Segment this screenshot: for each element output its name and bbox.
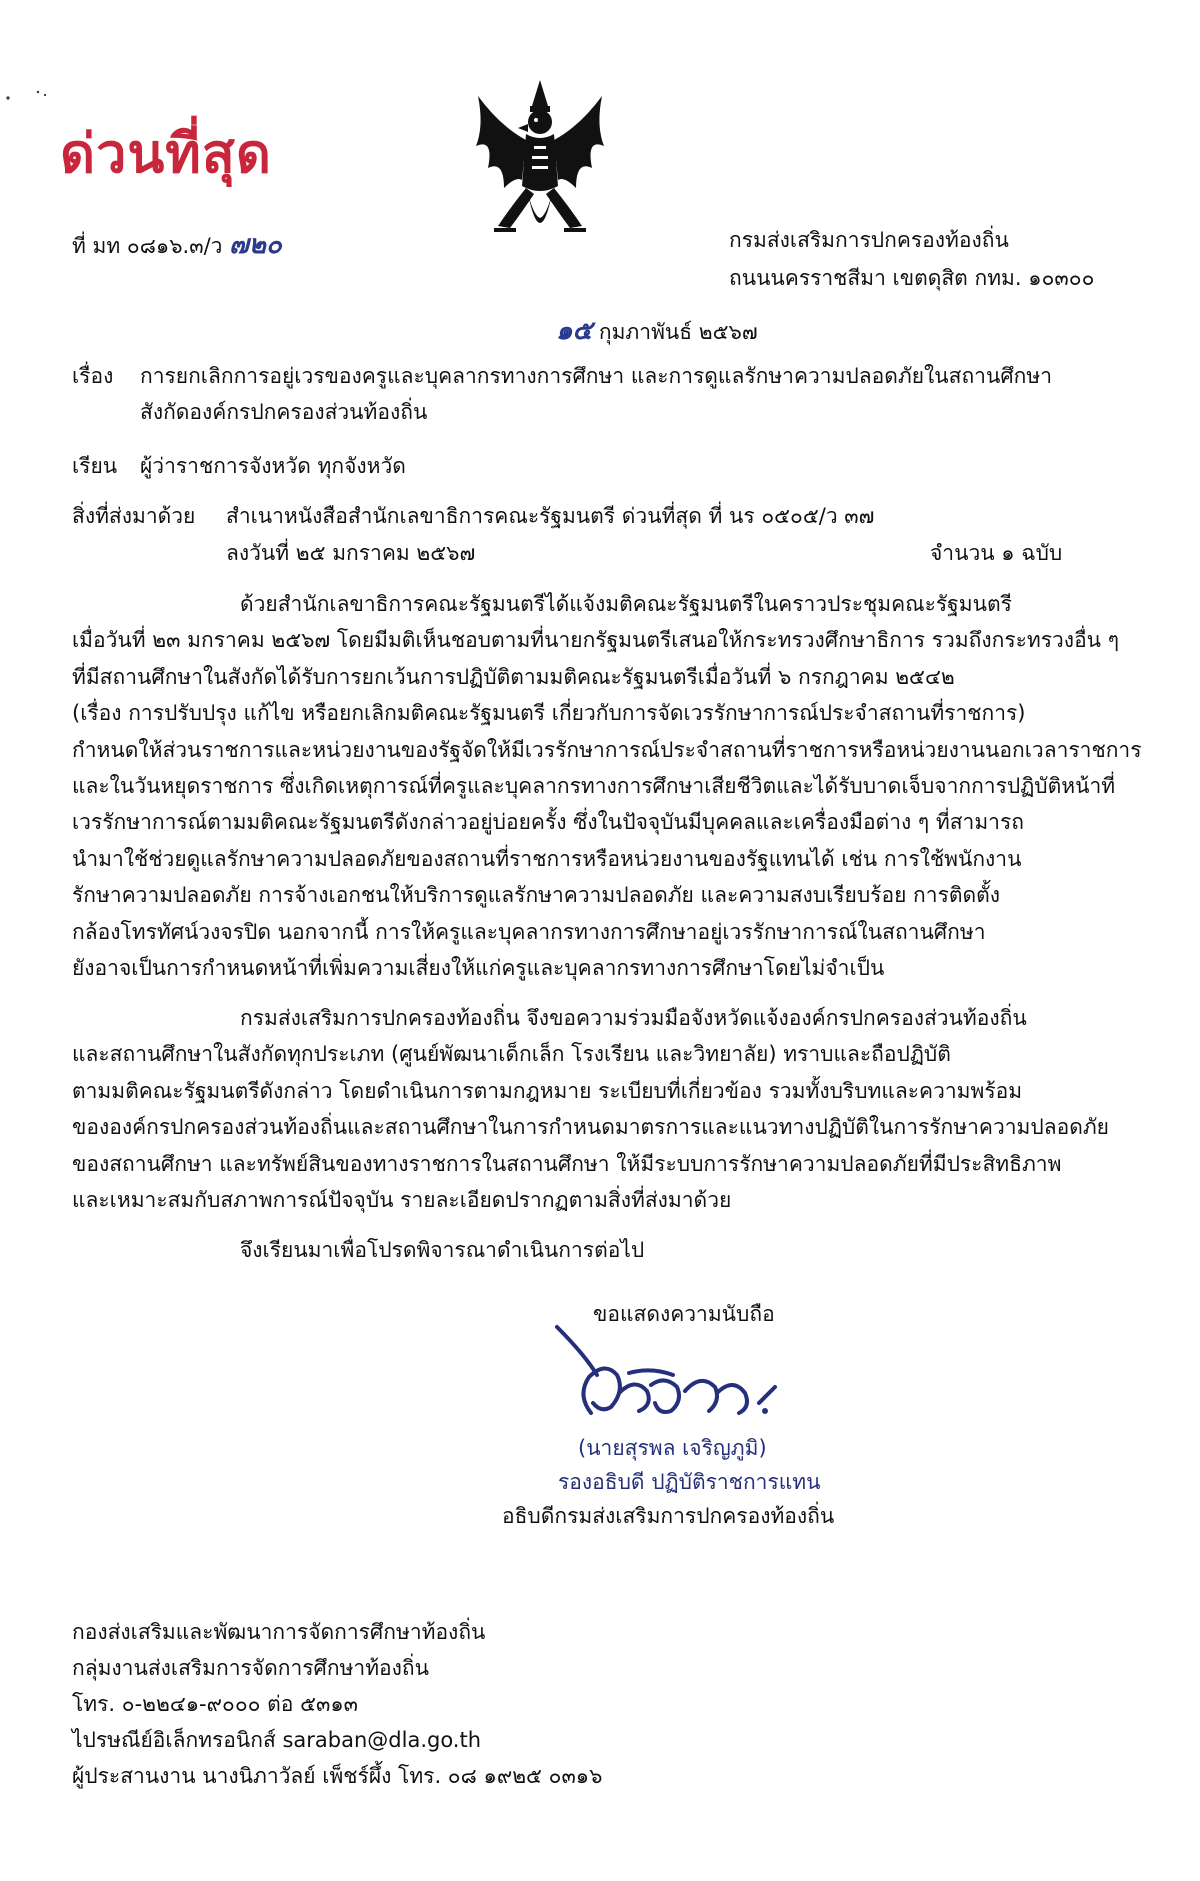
- footer-email: ไปรษณีย์อิเล็กทรอนิกส์ saraban@dla.go.th: [72, 1728, 482, 1752]
- recipient-label: เรียน: [72, 454, 118, 478]
- subject-line-2: สังกัดองค์กรปกครองส่วนท้องถิ่น: [140, 400, 428, 424]
- document-number-prefix: ที่ มท ๐๘๑๖.๓/ว: [72, 234, 223, 258]
- signer-acting-title: รองอธิบดี ปฏิบัติราชการแทน: [558, 1470, 821, 1494]
- issuer-name: กรมส่งเสริมการปกครองท้องถิ่น: [729, 228, 1009, 252]
- enclosure-date: ลงวันที่ ๒๕ มกราคม ๒๕๖๗: [226, 541, 476, 565]
- paragraph-line: (เรื่อง การปรับปรุง แก้ไข หรือยกเลิกมติคณะรัฐมนตรี เกี่ยวกับการจัดเวรรักษาการณ์ประจำสถานที่ราชการ): [72, 701, 1026, 726]
- signer-title: อธิบดีกรมส่งเสริมการปกครองท้องถิ่น: [502, 1504, 835, 1528]
- paragraph-line: นำมาใช้ช่วยดูแลรักษาความปลอดภัยของสถานที่ราชการหรือหน่วยงานของรัฐแทนได้ เช่น การใช้พนักงาน: [72, 846, 1022, 871]
- closing-request: จึงเรียนมาเพื่อโปรดพิจารณาดำเนินการต่อไป: [240, 1238, 645, 1262]
- paragraph-line: กรมส่งเสริมการปกครองท้องถิ่น จึงขอความร่วมมือจังหวัดแจ้งองค์กรปกครองส่วนท้องถิ่น: [240, 1006, 1027, 1030]
- paragraph-line: ที่มีสถานศึกษาในสังกัดได้รับการยกเว้นการปฏิบัติตามมติคณะรัฐมนตรีเมื่อวันที่ ๖ กรกฎาคม ๒๕๔๒: [72, 664, 955, 689]
- paragraph-line: กำหนดให้ส่วนราชการและหน่วยงานของรัฐจัดให้มีเวรรักษาการณ์ประจำสถานที่ราชการหรือหน่วยงานนอกเวลาราชการ: [72, 737, 1142, 762]
- salutation: ขอแสดงความนับถือ: [593, 1302, 775, 1326]
- date-day-handwritten: ๑๕: [556, 316, 593, 346]
- paragraph-line: ยังอาจเป็นการกำหนดหน้าที่เพิ่มความเสี่ยงให้แก่ครูและบุคลากรทางการศึกษาโดยไม่จำเป็น: [72, 956, 885, 981]
- document-number: [72, 224, 282, 265]
- issuer-address: ถนนนครราชสีมา เขตดุสิต กทม. ๑๐๓๐๐: [729, 266, 1095, 290]
- signer-name: (นายสุรพล เจริญภูมิ): [578, 1436, 767, 1460]
- subject-label: เรื่อง: [72, 364, 114, 388]
- garuda-emblem-icon: [470, 76, 610, 251]
- recipient-text: ผู้ว่าราชการจังหวัด ทุกจังหวัด: [140, 454, 406, 478]
- enclosure-quantity: จำนวน ๑ ฉบับ: [930, 541, 1063, 565]
- paragraph-line: ด้วยสำนักเลขาธิการคณะรัฐมนตรีได้แจ้งมติคณะรัฐมนตรีในคราวประชุมคณะรัฐมนตรี: [240, 592, 1012, 616]
- paragraph-line: ตามมติคณะรัฐมนตรีดังกล่าว โดยดำเนินการตามกฎหมาย ระเบียบที่เกี่ยวข้อง รวมทั้งบริบทและความพร้อม: [72, 1078, 1023, 1103]
- paragraph-line: เวรรักษาการณ์ตามมติคณะรัฐมนตรีดังกล่าวอยู่บ่อยครั้ง ซึ่งในปัจจุบันมีบุคคลและเครื่องมือต่าง ๆ ที่สามารถ: [72, 810, 1024, 835]
- paragraph-line: ขององค์กรปกครองส่วนท้องถิ่นและสถานศึกษาในการกำหนดมาตรการและแนวทางปฏิบัติในการรักษาความปลอดภัย: [72, 1115, 1109, 1140]
- body-paragraph-1: [72, 586, 1142, 986]
- footer-coordinator: ผู้ประสานงาน นางนิภาวัลย์ เพ็ชร์ผึ้ง โทร. ๐๘ ๑๙๒๕ ๐๓๑๖: [72, 1764, 603, 1788]
- handwritten-signature: [555, 1315, 785, 1425]
- scan-specks: [4, 84, 54, 104]
- urgency-stamp: ด่วนที่สุด: [60, 122, 272, 185]
- paragraph-line: กล้องโทรทัศน์วงจรปิด นอกจากนี้ การให้ครูและบุคลากรทางการศึกษาอยู่เวรรักษาการณ์ในสถานศึกษา: [72, 919, 986, 944]
- subject-line-1: การยกเลิกการอยู่เวรของครูและบุคลากรทางการศึกษา และการดูแลรักษาความปลอดภัยในสถานศึกษา: [140, 364, 1052, 388]
- date-month-year: กุมภาพันธ์ ๒๕๖๗: [598, 320, 758, 344]
- enclosure-text: สำเนาหนังสือสำนักเลขาธิการคณะรัฐมนตรี ด่วนที่สุด ที่ นร ๐๕๐๕/ว ๓๗: [226, 504, 875, 528]
- paragraph-line: และสถานศึกษาในสังกัดทุกประเภท (ศูนย์พัฒนาเด็กเล็ก โรงเรียน และวิทยาลัย) ทราบและถือปฏิบัติ: [72, 1042, 951, 1067]
- paragraph-line: และในวันหยุดราชการ ซึ่งเกิดเหตุการณ์ที่ครูและบุคลากรทางการศึกษาเสียชีวิตและได้รับบาดเจ็บจากการปฏิบัติหน้าที่: [72, 774, 1116, 799]
- footer-phone: โทร. ๐-๒๒๔๑-๙๐๐๐ ต่อ ๕๓๑๓: [72, 1692, 359, 1716]
- paragraph-line: รักษาความปลอดภัย การจ้างเอกชนให้บริการดูแลรักษาความปลอดภัย และความสงบเรียบร้อย การติดตั้ง: [72, 883, 1001, 908]
- enclosure-label: สิ่งที่ส่งมาด้วย: [72, 504, 196, 528]
- footer-group: กลุ่มงานส่งเสริมการจัดการศึกษาท้องถิ่น: [72, 1656, 429, 1680]
- body-paragraph-2: [72, 1000, 1132, 1218]
- paragraph-line: ของสถานศึกษา และทรัพย์สินของทางราชการในสถานศึกษา ให้มีระบบการรักษาความปลอดภัยที่มีประสิทธิภาพ: [72, 1151, 1062, 1176]
- document-number-handwritten: ๗๒๐: [229, 230, 282, 260]
- document-date: [556, 310, 758, 351]
- paragraph-line: และเหมาะสมกับสภาพการณ์ปัจจุบัน รายละเอียดปรากฏตามสิ่งที่ส่งมาด้วย: [72, 1188, 732, 1213]
- paragraph-line: เมื่อวันที่ ๒๓ มกราคม ๒๕๖๗ โดยมีมติเห็นชอบตามที่นายกรัฐมนตรีเสนอให้กระทรวงศึกษาธิการ รวมถึงกระทรวงอื่น ๆ: [72, 628, 1119, 653]
- footer-division: กองส่งเสริมและพัฒนาการจัดการศึกษาท้องถิ่น: [72, 1620, 486, 1644]
